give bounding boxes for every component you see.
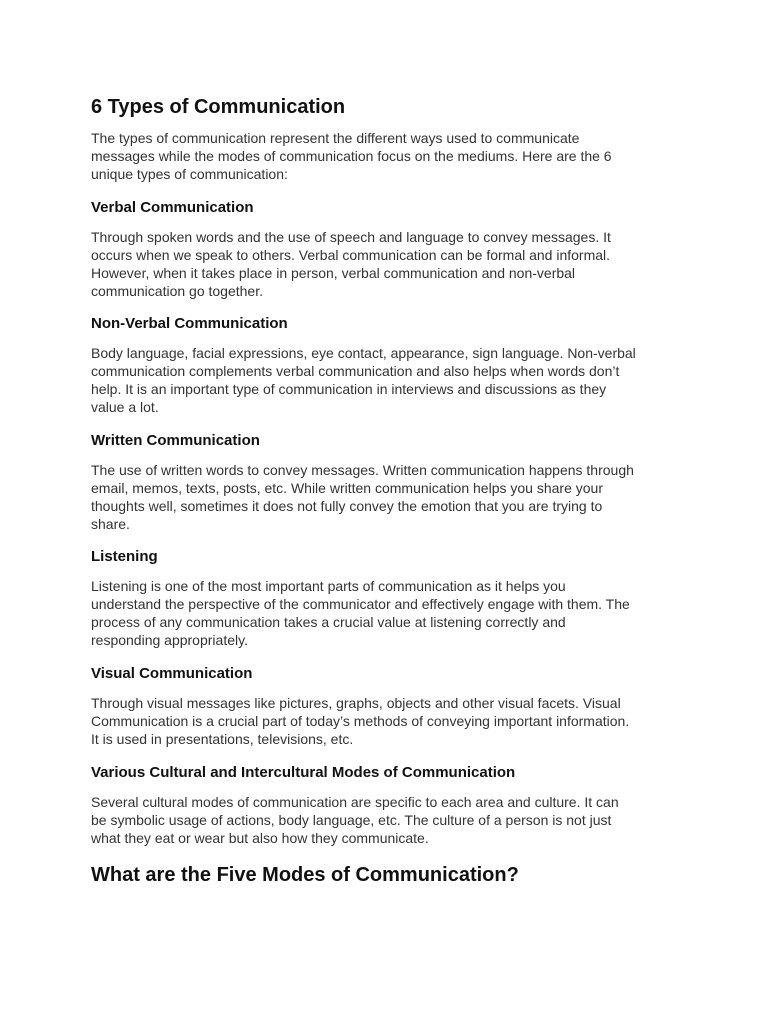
section-listening <box>91 547 731 649</box>
section-heading: Visual Communication <box>91 664 253 682</box>
paragraph-line: It is used in presentations, televisions, etc. <box>91 730 354 747</box>
page-title: 6 Types of Communication <box>91 96 346 118</box>
section-paragraph <box>91 694 731 748</box>
paragraph-line: process of any communication takes a crucial value at listening correctly and <box>91 614 566 631</box>
paragraph-line: Body language, facial expressions, eye contact, appearance, sign language. Non-verbal <box>91 345 636 362</box>
paragraph-line: The types of communication represent the different ways used to communicate <box>91 130 580 146</box>
paragraph-line: Listening is one of the most important parts of communication as it helps you <box>91 578 566 595</box>
section-written-communication <box>91 431 731 533</box>
paragraph-line: The use of written words to convey messages. Written communication happens through <box>91 461 634 478</box>
section-paragraph <box>91 461 731 533</box>
paragraph-line: email, memos, texts, posts, etc. While written communication helps you share your <box>91 479 603 496</box>
section-paragraph <box>91 793 731 847</box>
paragraph-line: Through visual messages like pictures, graphs, objects and other visual facets. Visual <box>91 694 621 711</box>
section-heading: Verbal Communication <box>91 198 254 216</box>
paragraph-line: be symbolic usage of actions, body language, etc. The culture of a person is not just <box>91 811 612 828</box>
section-visual-communication <box>91 664 731 748</box>
paragraph-line: understand the perspective of the communicator and effectively engage with them. The <box>91 596 630 613</box>
paragraph-line: value a lot. <box>91 399 159 416</box>
section-heading: Various Cultural and Intercultural Modes of Communication <box>91 763 516 781</box>
paragraph-line: communication complements verbal communication and also helps when words don’t <box>91 363 620 380</box>
paragraph-line: responding appropriately. <box>91 632 248 649</box>
paragraph-line: Through spoken words and the use of speech and language to convey messages. It <box>91 228 611 245</box>
paragraph-line: However, when it takes place in person, verbal communication and non-verbal <box>91 264 576 281</box>
section-paragraph <box>91 344 731 416</box>
paragraph-line: thoughts well, sometimes it does not fully convey the emotion that you are trying to <box>91 497 603 514</box>
section-non-verbal-communication <box>91 314 731 416</box>
section-verbal-communication <box>91 198 731 300</box>
paragraph-line: share. <box>91 515 130 532</box>
section-heading: Written Communication <box>91 431 260 449</box>
paragraph-line: unique types of communication: <box>91 166 288 182</box>
section-cultural-communication <box>91 763 731 847</box>
paragraph-line: help. It is an important type of communication in interviews and discussions as they <box>91 381 607 398</box>
section-paragraph <box>91 577 731 649</box>
paragraph-line: messages while the modes of communication focus on the mediums. Here are the 6 <box>91 148 612 164</box>
paragraph-line: Several cultural modes of communication are specific to each area and culture. It can <box>91 793 619 810</box>
section-heading: Listening <box>91 548 158 566</box>
paragraph-line: occurs when we speak to others. Verbal communication can be formal and informal. <box>91 246 611 263</box>
five-modes-heading: What are the Five Modes of Communication? <box>91 863 519 886</box>
document-page <box>91 95 731 887</box>
section-paragraph <box>91 228 731 300</box>
intro-paragraph <box>91 129 731 183</box>
paragraph-line: what they eat or wear but also how they communicate. <box>91 829 429 846</box>
paragraph-line: Communication is a crucial part of today’s methods of conveying important information. <box>91 712 630 729</box>
section-heading: Non-Verbal Communication <box>91 315 288 333</box>
paragraph-line: communication go together. <box>91 282 263 299</box>
